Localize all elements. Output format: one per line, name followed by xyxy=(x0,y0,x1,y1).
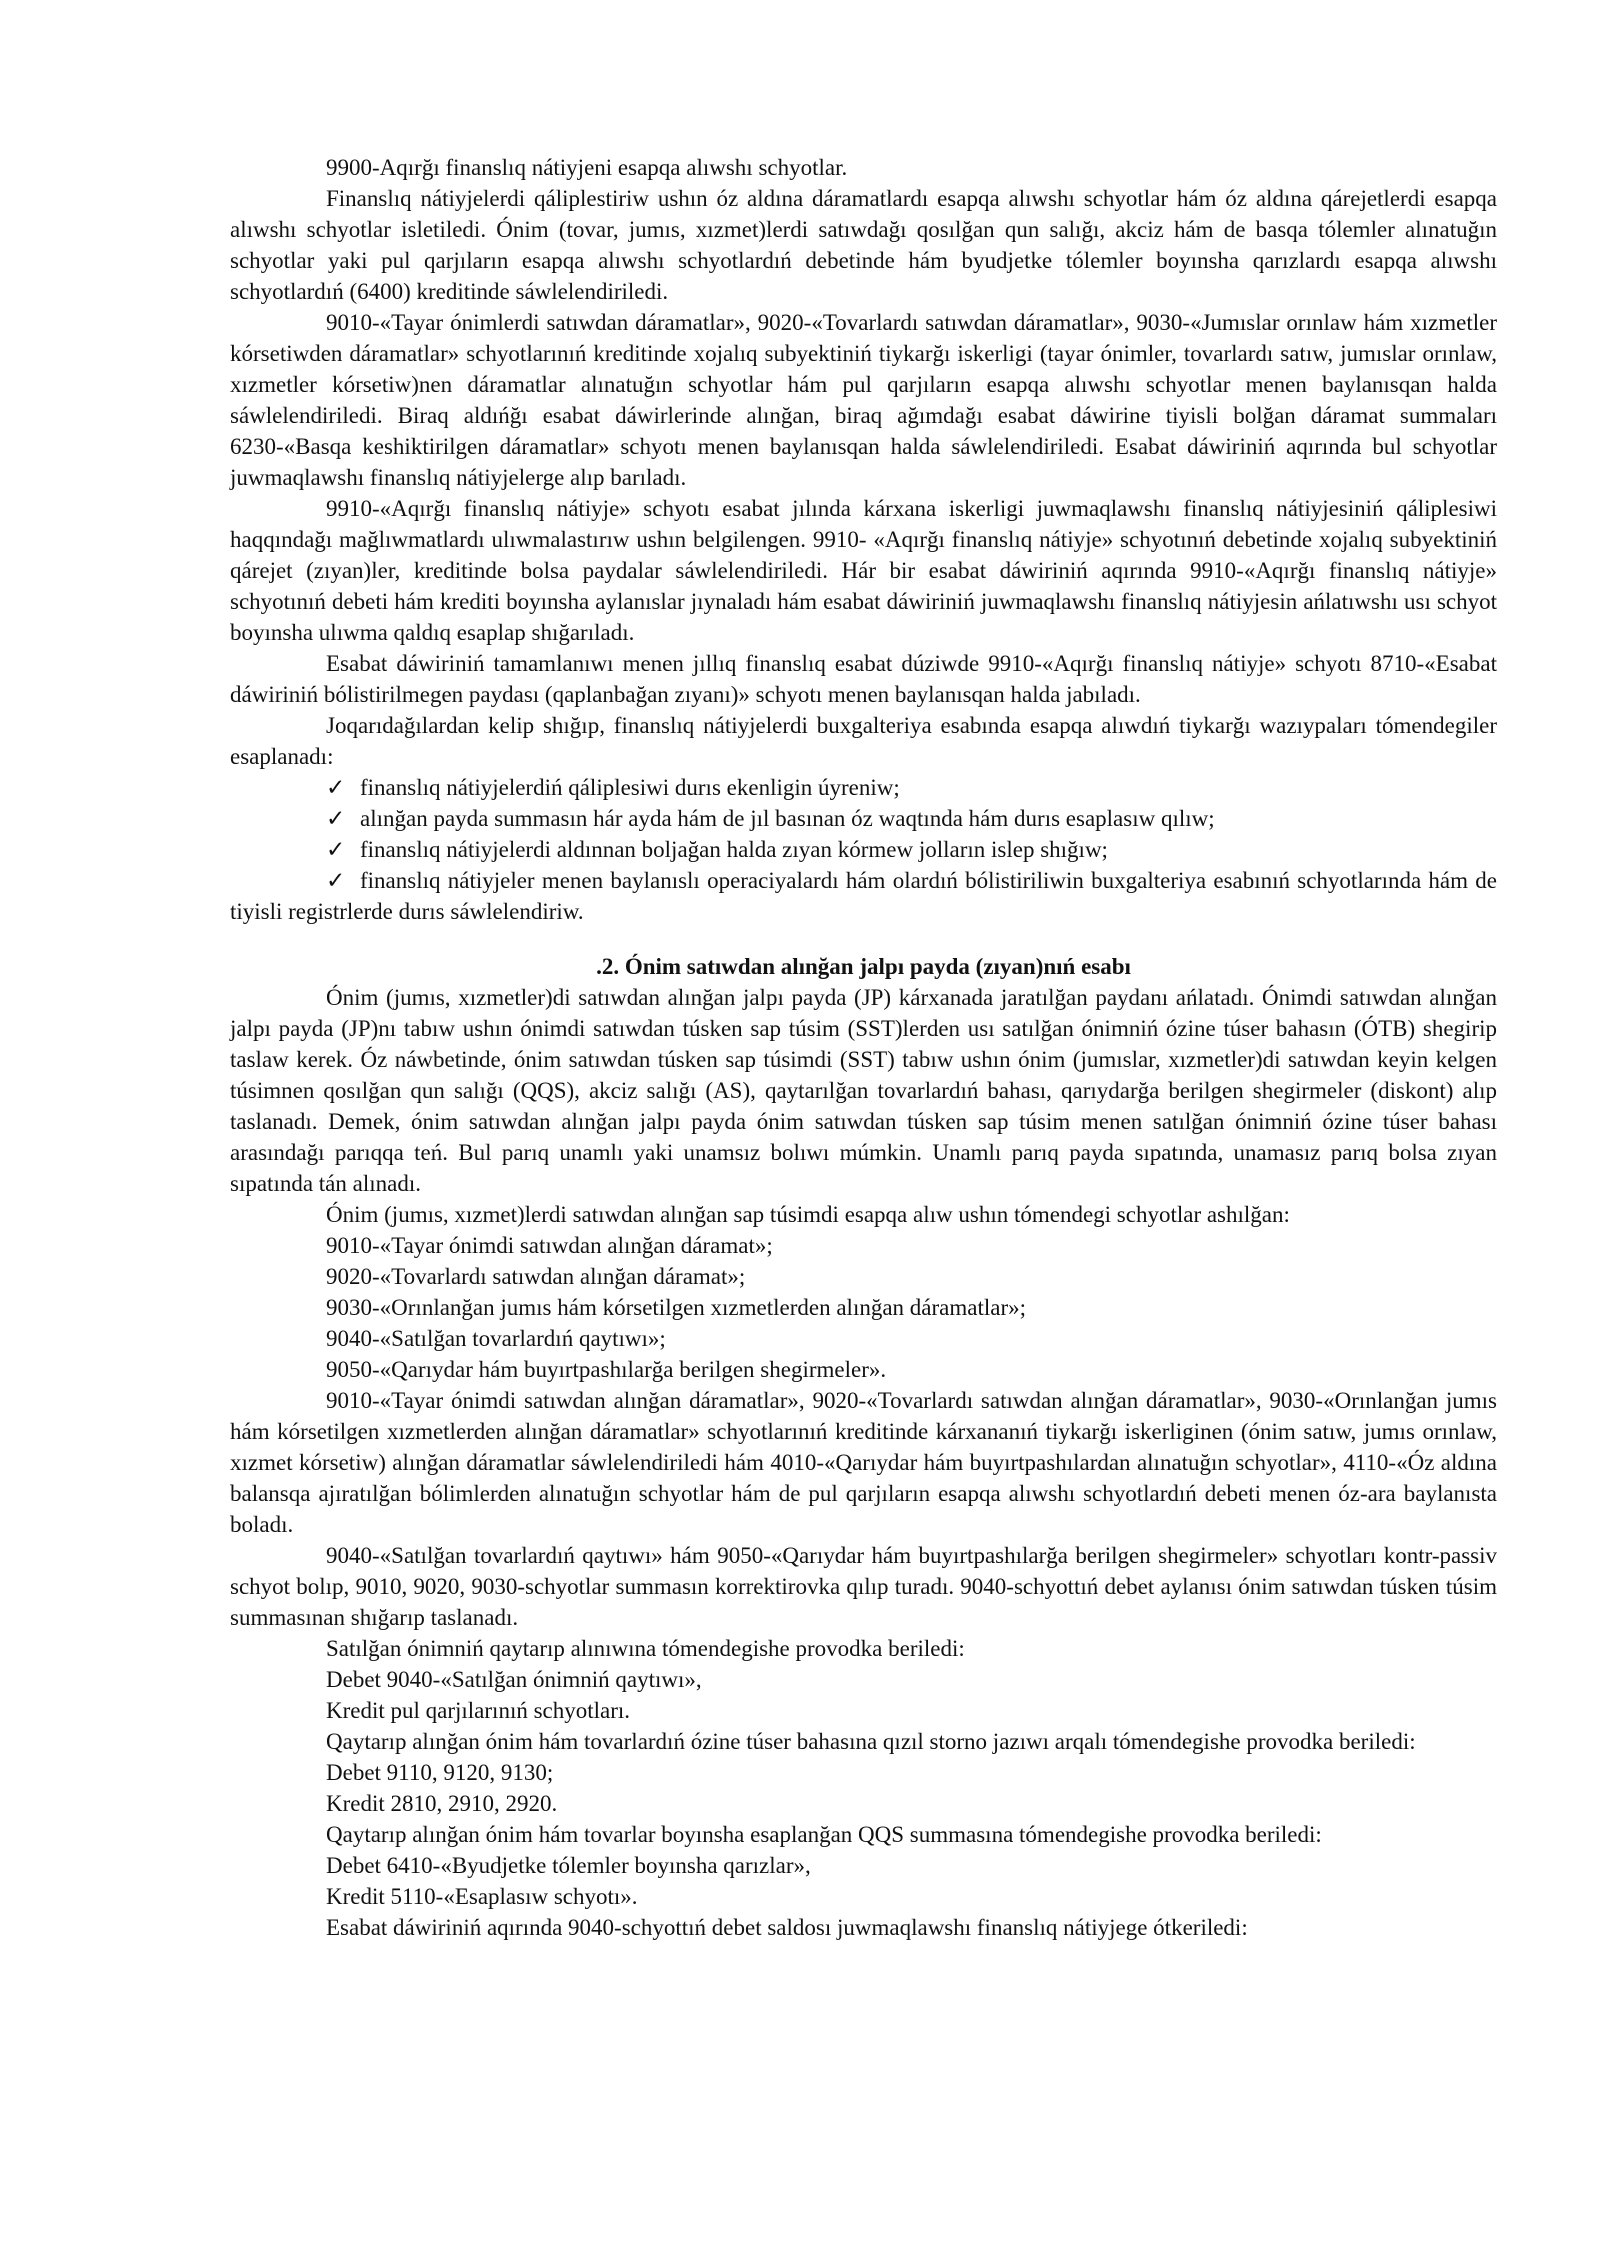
paragraph: 9010-«Tayar ónimdi satıwdan alınğan dáramatlar», 9020-«Tovarlardı satıwdan alınğan dáramatlar», 9030-«Orınlanğan jumıs hám kórsetilgen xızmetlerden alınğan dáramatlar» schyotlarınıń kreditinde kárxananıń tiykarğı iskerliginen (ónim satıw, jumıs orınlaw, xızmet kórsetiw) alınğan dáramatlar sáwlelendiriledi hám 4010-«Qarıydar hám buyırtpashılardan alınatuğın schyotlar», 4110-«Óz aldına balansqa ajıratılğan bólimlerden alınatuğın schyotlar hám de pul qarjıların esapqa alıwshı schyotlardıń debeti menen óz-ara baylanısta boladı. xyxy=(230,1388,1497,1537)
paragraph: 9040-«Satılğan tovarlardıń qaytıwı» hám 9050-«Qarıydar hám buyırtpashılarğa berilgen shegirmeler» schyotları kontr-passiv schyot bolıp, 9010, 9020, 9030-schyotlar summasın korrektirovka qılıp turadı. 9040-schyottıń debet aylanısı ónim satıwdan túsken túsim summasınan shığarıp taslanadı. xyxy=(230,1543,1497,1630)
paragraph: Esabat dáwiriniń tamamlanıwı menen jıllıq finanslıq esabat dúziwde 9910-«Aqırğı finanslıq nátiyje» schyotı 8710-«Esabat dáwiriniń bólistirilmegen paydası (qaplanbağan zıyanı)» schyotı menen baylanısqan halda jabıladı. xyxy=(230,651,1497,707)
paragraph: Ónim (jumıs, xızmetler)di satıwdan alınğan jalpı payda (JP) kárxanada jaratılğan paydanı ańlatadı. Ónimdi satıwdan alınğan jalpı payda (JP)nı tabıw ushın ónimdi satıwdan túsken sap túsim (SST)lerden usı satılğan ónimniń ózine túser bahasın (ÓTB) shegirip taslaw kerek. Óz náwbetinde, ónim satıwdan túsken sap túsimdi (SST) tabıw ushın ónim (jumıslar, xızmetler)di satıwdan keyin kelgen túsimnen qosılğan qun salığı (QQS), akciz salığı (AS), qaytarılğan tovarlardıń bahası, qarıydarğa berilgen shegirmeler (diskont) alıp taslanadı. Demek, ónim satıwdan alınğan jalpı payda ónim satıwdan túsken sap túsim menen satılğan ónimniń ózine túser bahası arasındağı parıqqa teń. Bul parıq unamlı yaki unamsız bolıwı múmkin. Unamlı parıq payda sıpatında, unamasız parıq bolsa zıyan sıpatında tán alınadı. xyxy=(230,985,1497,1196)
checkmark-icon: ✓ xyxy=(326,775,346,800)
entry-debit: Debet 9040-«Satılğan ónimniń qaytıwı», xyxy=(326,1667,702,1692)
paragraph: Finanslıq nátiyjelerdi qáliplestiriw ushın óz aldına dáramatlardı esapqa alıwshı schyotlar hám óz aldına qárejetlerdi esapqa alıwshı schyotlar isletiledi. Ónim (tovar, jumıs, xızmet)lerdi satıwdağı qosılğan qun salığı, akciz hám de basqa tólemler alınatuğın schyotlar yaki pul qarjıların esapqa alıwshı schyotlardıń debetinde hám byudjetke tólemler boyınsha qarızlardı esapqa alıwshı schyotlardıń (6400) kreditinde sáwlelendiriledi. xyxy=(230,186,1497,304)
paragraph: Joqarıdağılardan kelip shığıp, finanslıq nátiyjelerdi buxgalteriya esabında esapqa alıwdıń tiykarğı wazıypaları tómendegiler esaplanadı: xyxy=(230,713,1497,769)
account-list-item: 9010-«Tayar ónimdi satıwdan alınğan dáramat»; xyxy=(326,1233,773,1258)
checklist-item xyxy=(230,803,1497,834)
paragraph: Ónim (jumıs, xızmet)lerdi satıwdan alınğan sap túsimdi esapqa alıw ushın tómendegi schyotlar ashılğan: xyxy=(326,1202,1290,1227)
account-list-item: 9030-«Orınlanğan jumıs hám kórsetilgen xızmetlerden alınğan dáramatlar»; xyxy=(326,1295,1027,1320)
checklist-item xyxy=(230,834,1497,865)
entry-debit: Debet 6410-«Byudjetke tólemler boyınsha qarızlar», xyxy=(326,1853,811,1878)
entry-credit: Kredit 2810, 2910, 2920. xyxy=(326,1791,558,1816)
last-line: Esabat dáwiriniń aqırında 9040-schyottıń debet saldosı juwmaqlawshı finanslıq nátiyjege ótkeriledi: xyxy=(326,1915,1248,1940)
checklist-item xyxy=(230,772,1497,803)
account-list-item: 9040-«Satılğan tovarlardıń qaytıwı»; xyxy=(326,1326,666,1351)
checkmark-icon: ✓ xyxy=(326,837,346,862)
checklist-text: alınğan payda summasın hár ayda hám de jıl basınan óz waqtında hám durıs esaplasıw qılıw; xyxy=(360,806,1215,831)
paragraph: Qaytarıp alınğan ónim hám tovarlar boyınsha esaplanğan QQS summasına tómendegishe provodka beriledi: xyxy=(326,1822,1322,1847)
paragraph: 9910-«Aqırğı finanslıq nátiyje» schyotı esabat jılında kárxana iskerligi juwmaqlawshı finanslıq nátiyjesiniń qáliplesiwi haqqındağı mağlıwmatlardı ulıwmalastırıw ushın belgilengen. 9910- «Aqırğı finanslıq nátiyje» schyotınıń debetinde xojalıq subyektiniń qárejet (zıyan)ler, kreditinde bolsa paydalar sáwlelendiriledi. Hár bir esabat dáwiriniń aqırında 9910-«Aqırğı finanslıq nátiyje» schyotınıń debeti hám krediti boyınsha aylanıslar jıynaladı hám esabat dáwiriniń juwmaqlawshı finanslıq nátiyjesin ańlatıwshı usı schyot boyınsha ulıwma qaldıq esaplap shığarıladı. xyxy=(230,496,1497,645)
entry-debit: Debet 9110, 9120, 9130; xyxy=(326,1760,554,1785)
checklist-item xyxy=(230,865,1497,927)
paragraph: 9010-«Tayar ónimlerdi satıwdan dáramatlar», 9020-«Tovarlardı satıwdan dáramatlar», 9030-«Jumıslar orınlaw hám xızmetler kórsetiwden dáramatlar» schyotlarınıń kreditinde xojalıq subyektiniń tiykarğı iskerligi (tayar ónimler, tovarlardı satıw, jumıslar orınlaw, xızmetler kórsetiw)nen dáramatlar alınatuğın schyotlar hám pul qarjıların esapqa alıwshı schyotlar menen baylanısqan halda sáwlelendiriledi. Biraq aldıńğı esabat dáwirlerinde alınğan, biraq ağımdağı esabat dáwirine tiyisli bolğan dáramat summaları 6230-«Basqa keshiktirilgen dáramatlar» schyotı menen baylanısqan halda sáwlelendiriledi. Esabat dáwiriniń aqırında bul schyotlar juwmaqlawshı finanslıq nátiyjelerge alıp barıladı. xyxy=(230,310,1497,490)
paragraph: Qaytarıp alınğan ónim hám tovarlardıń ózine túser bahasına qızıl storno jazıwı arqalı tómendegishe provodka beriledi: xyxy=(326,1729,1416,1754)
account-list-item: 9050-«Qarıydar hám buyırtpashılarğa berilgen shegirmeler». xyxy=(326,1357,887,1382)
section-heading: .2. Ónim satıwdan alınğan jalpı payda (zıyan)nıń esabı xyxy=(596,954,1131,979)
checklist-text: finanslıq nátiyjelerdi aldınnan boljağan halda zıyan kórmew jolların islep shığıw; xyxy=(360,837,1108,862)
first-line: 9900-Aqırğı finanslıq nátiyjeni esapqa alıwshı schyotlar. xyxy=(326,155,848,180)
checkmark-icon: ✓ xyxy=(326,868,346,893)
account-list-item: 9020-«Tovarlardı satıwdan alınğan dáramat»; xyxy=(326,1264,746,1289)
entry-credit: Kredit pul qarjılarınıń schyotları. xyxy=(326,1698,631,1723)
entry-credit: Kredit 5110-«Esaplasıw schyotı». xyxy=(326,1884,638,1909)
checklist-text: finanslıq nátiyjelerdiń qáliplesiwi durıs ekenligin úyreniw; xyxy=(360,775,900,800)
paragraph: Satılğan ónimniń qaytarıp alınıwına tómendegishe provodka beriledi: xyxy=(326,1636,965,1661)
checklist-text: finanslıq nátiyjeler menen baylanıslı operaciyalardı hám olardıń bólistiriliwin buxgalteriya esabınıń schyotlarında hám de tiyisli registrlerde durıs sáwlelendiriw. xyxy=(230,868,1497,924)
checkmark-icon: ✓ xyxy=(326,806,346,831)
